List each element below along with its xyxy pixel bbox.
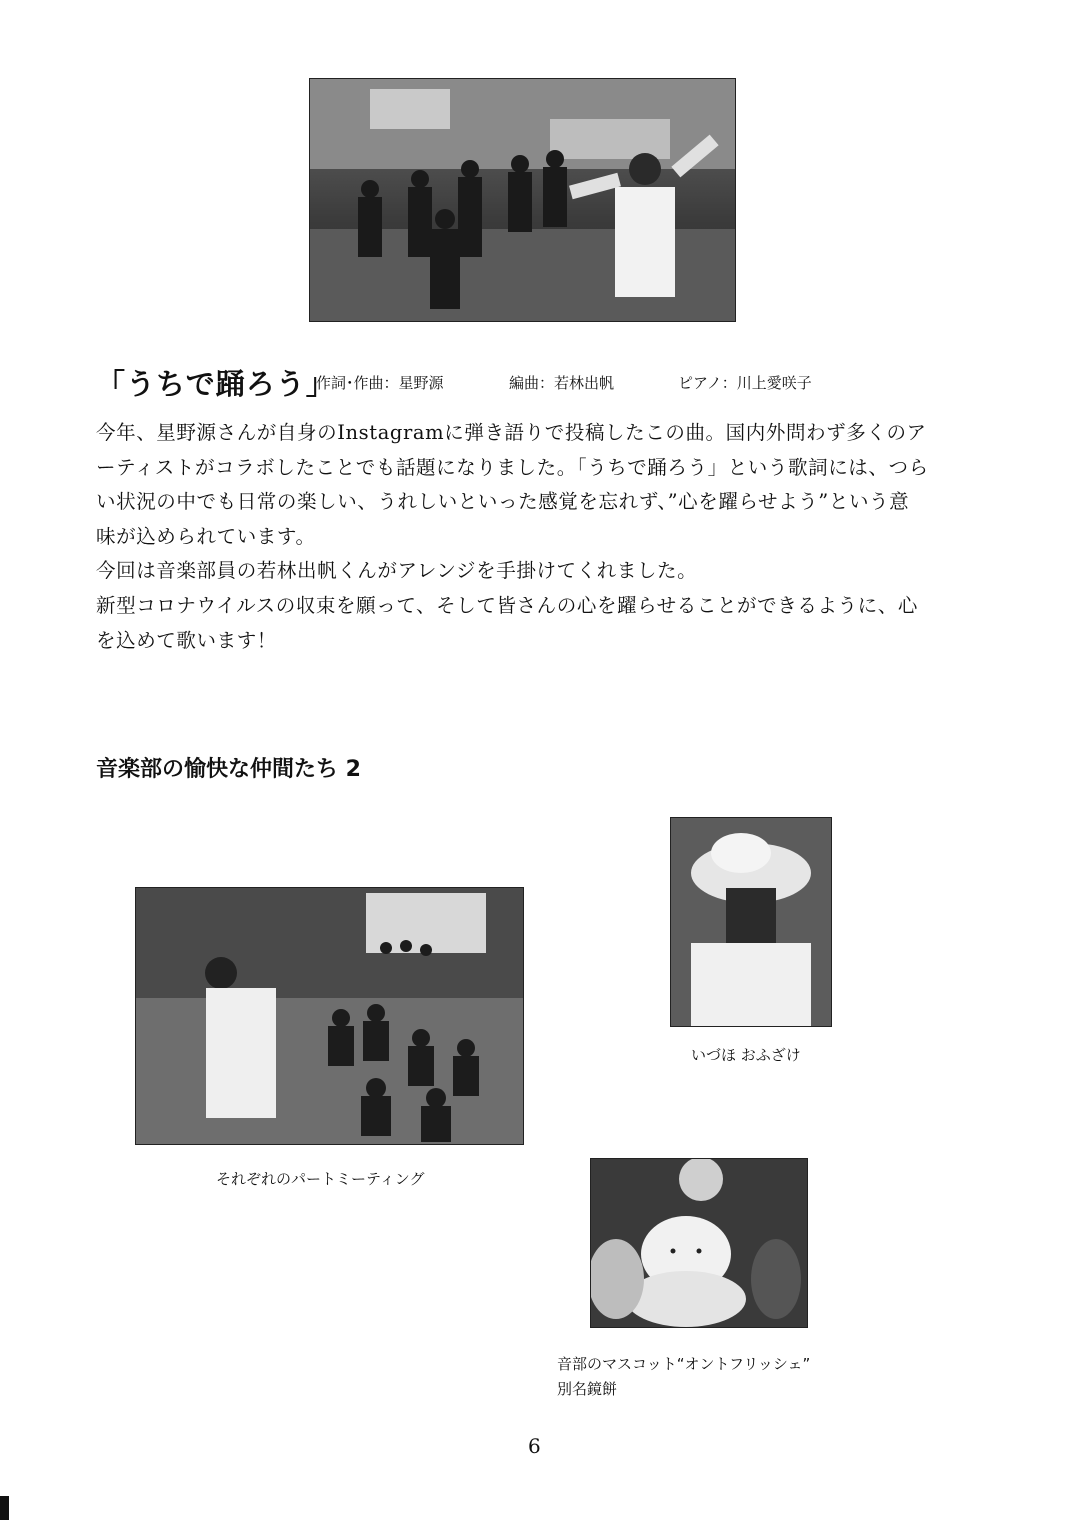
part-meeting-caption: それぞれのパートミーティング <box>216 1170 425 1188</box>
body-line: を込めて歌います！ <box>96 628 277 652</box>
mascot-caption <box>557 1352 810 1402</box>
izuho-caption: いづほ おふざけ <box>691 1046 801 1064</box>
credit-piano: ピアノ：川上愛咲子 <box>678 374 812 392</box>
section-title: 音楽部の愉快な仲間たち 2 <box>96 757 361 782</box>
body-line: 今年、星野源さんが自身のInstagramに弾き語りで投稿したこの曲。国内外問わず多くのア <box>96 421 927 444</box>
song-title: 「うちで踊ろう」 <box>96 367 336 401</box>
song-description <box>96 416 1001 658</box>
credit-arrangement: 編曲：若林出帆 <box>509 374 615 392</box>
body-line: い状況の中でも日常の楽しい、うれしいといった感覚を忘れず、”心を躍らせよう”という意 <box>96 490 910 514</box>
mascot-photo <box>590 1158 808 1328</box>
mascot-illustration <box>591 1159 807 1327</box>
izuho-illustration <box>671 818 831 1026</box>
scan-edge-mark <box>0 1496 9 1520</box>
body-line: 今回は音楽部員の若林出帆くんがアレンジを手掛けてくれました。 <box>96 559 698 583</box>
part-meeting-illustration <box>136 888 523 1144</box>
page-number: 6 <box>528 1434 541 1458</box>
dance-practice-illustration <box>310 79 735 321</box>
credit-lyrics-composition: 作詞･作曲：星野源 <box>316 374 444 392</box>
part-meeting-photo <box>135 887 524 1145</box>
dance-practice-photo <box>309 78 736 322</box>
body-line: ーティストがコラボしたことでも話題になりました。「うちで踊ろう」という歌詞には、つら <box>96 455 929 479</box>
body-line: 新型コロナウイルスの収束を願って、そして皆さんの心を躍らせることができるように、心 <box>96 593 918 617</box>
body-line: 味が込められています。 <box>96 524 316 548</box>
mascot-caption-line: 音部のマスコット“オントフリッシェ” <box>557 1355 811 1373</box>
mascot-caption-line: 別名鏡餅 <box>557 1380 618 1398</box>
izuho-photo <box>670 817 832 1027</box>
